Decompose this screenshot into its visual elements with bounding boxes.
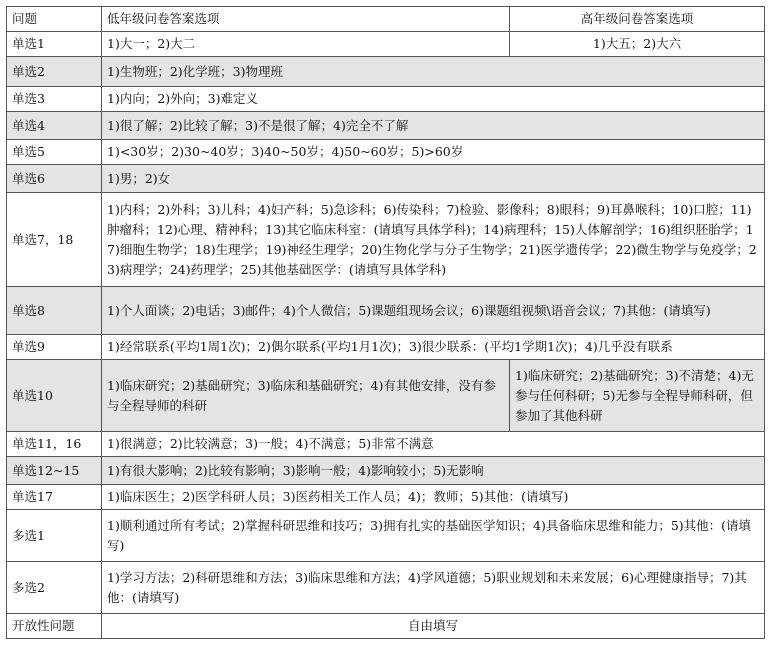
table-row <box>7 485 765 510</box>
high-grade-options-cell: 1)大五；2)大六 <box>510 32 765 57</box>
question-cell: 单选3 <box>7 87 102 112</box>
low-grade-options-cell: 1)临床研究；2)基础研究；3)临床和基础研究；4)有其他安排，没有参与全程导师的科研 <box>102 360 510 432</box>
table-row <box>7 562 765 614</box>
header-high-grade-options: 高年级问卷答案选项 <box>510 7 765 32</box>
options-cell: 1)<30岁；2)30~40岁；3)40~50岁；4)50~60岁；5)>60岁 <box>102 140 765 165</box>
table-row <box>7 432 765 457</box>
high-grade-options-cell: 1)临床研究；2)基础研究；3)不清楚；4)无参与任何科研；5)无参与全程导师科研，但参加了其他科研 <box>510 360 765 432</box>
options-cell: 1)很满意；2)比较满意；3)一般；4)不满意；5)非常不满意 <box>102 432 765 457</box>
options-cell: 1)临床医生；2)医学科研人员；3)医药相关工作人员；4)；教师；5)其他：(请填写) <box>102 485 765 510</box>
options-cell: 1)个人面谈；2)电话；3)邮件；4)个人微信；5)课题组现场会议；6)课题组视频\语音会议；7)其他：(请填写) <box>102 287 765 335</box>
question-cell: 单选5 <box>7 140 102 165</box>
options-cell: 1)经常联系(平均1周1次)；2)偶尔联系(平均1月1次)；3)很少联系：(平均1学期1次)；4)几乎没有联系 <box>102 335 765 360</box>
questionnaire-options-table <box>6 6 765 639</box>
question-cell: 单选9 <box>7 335 102 360</box>
question-cell: 单选17 <box>7 485 102 510</box>
table-row <box>7 335 765 360</box>
options-cell: 1)顺利通过所有考试；2)掌握科研思维和技巧；3)拥有扎实的基础医学知识；4)具备临床思维和能力；5)其他：(请填写) <box>102 510 765 562</box>
question-cell: 单选4 <box>7 112 102 140</box>
table-row <box>7 140 765 165</box>
table-row <box>7 360 765 432</box>
question-cell: 多选2 <box>7 562 102 614</box>
table-row <box>7 112 765 140</box>
low-grade-options-cell: 1)大一；2)大二 <box>102 32 510 57</box>
question-cell: 单选11，16 <box>7 432 102 457</box>
options-cell: 1)生物班；2)化学班；3)物理班 <box>102 57 765 87</box>
table-row <box>7 87 765 112</box>
question-cell: 单选6 <box>7 165 102 193</box>
table-header-row <box>7 7 765 32</box>
question-cell: 单选1 <box>7 32 102 57</box>
question-cell: 单选10 <box>7 360 102 432</box>
options-cell: 1)有很大影响；2)比较有影响；3)影响一般；4)影响较小；5)无影响 <box>102 457 765 485</box>
options-cell: 1)学习方法；2)科研思维和方法；3)临床思维和方法；4)学风道德；5)职业规划和未来发展；6)心理健康指导；7)其他：(请填写) <box>102 562 765 614</box>
question-cell: 开放性问题 <box>7 614 102 639</box>
question-cell: 多选1 <box>7 510 102 562</box>
question-cell: 单选8 <box>7 287 102 335</box>
table-row <box>7 193 765 287</box>
options-cell: 1)内向；2)外向；3)难定义 <box>102 87 765 112</box>
options-cell: 1)内科；2)外科；3)儿科；4)妇产科；5)急诊科；6)传染科；7)检验、影像科；8)眼科；9)耳鼻喉科；10)口腔；11)肿瘤科；12)心理、精神科；13)其它临床科室：(请填写具体学科)；14)病理科；15)人体解剖学；16)组织胚胎学；17)细胞生物学；18)生理学；19)神经生理学；20)生物化学与分子生物学；21)医学遗传学；22)微生物学与免疫学；23)病理学；24)药理学；25)其他基础医学：(请填写具体学科) <box>102 193 765 287</box>
question-cell: 单选7，18 <box>7 193 102 287</box>
header-question: 问题 <box>7 7 102 32</box>
options-cell: 自由填写 <box>102 614 765 639</box>
options-cell: 1)很了解；2)比较了解；3)不是很了解；4)完全不了解 <box>102 112 765 140</box>
table-row <box>7 287 765 335</box>
question-cell: 单选12~15 <box>7 457 102 485</box>
table-row <box>7 614 765 639</box>
options-cell: 1)男；2)女 <box>102 165 765 193</box>
table-row <box>7 165 765 193</box>
table-row <box>7 32 765 57</box>
table-row <box>7 510 765 562</box>
question-cell: 单选2 <box>7 57 102 87</box>
table-row <box>7 457 765 485</box>
header-low-grade-options: 低年级问卷答案选项 <box>102 7 510 32</box>
table-row <box>7 57 765 87</box>
questionnaire-options-table-wrapper <box>6 6 765 639</box>
